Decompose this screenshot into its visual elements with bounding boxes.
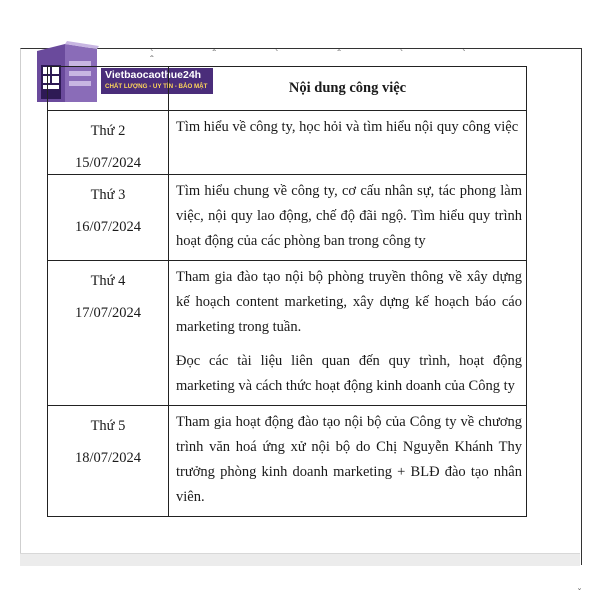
table-row xyxy=(48,175,527,261)
content-cell xyxy=(169,406,527,517)
day-cell xyxy=(48,175,169,261)
logo-brand-name: Vietbaocaothue24h xyxy=(105,69,202,81)
table-row xyxy=(48,111,527,175)
work-schedule-table xyxy=(47,66,527,517)
content-paragraph: Tìm hiểu chung về công ty, cơ cấu nhân sự, tác phong làm việc, nội quy lao động, chế độ đãi ngộ. Tìm hiểu quy trình hoạt động của các phòng ban trong công ty xyxy=(176,183,522,249)
table-row xyxy=(48,406,527,517)
date-label: 17/07/2024 xyxy=(74,305,142,321)
logo-tagline: CHẤT LƯỢNG - UY TÍN - BẢO MẬT xyxy=(105,83,208,90)
content-paragraph: Tham gia hoạt động đào tạo nội bộ của Công ty về chương trình văn hoá ứng xử nội bộ do Chị Nguyễn Khánh Thy trưởng phòng kinh doanh marketing + BLĐ đào tạo nhân viên. xyxy=(176,414,522,505)
cropped-heading-remnant: ˋ ˆ ˋ ˆ ˋ ˋ ˆ xyxy=(150,48,494,66)
day-cell xyxy=(48,261,169,406)
date-label: 15/07/2024 xyxy=(74,155,142,171)
content-paragraph: Đọc các tài liệu liên quan đến quy trình, hoạt động marketing và cách thức hoạt động kinh doanh của Công ty xyxy=(176,353,522,394)
date-label: 16/07/2024 xyxy=(74,219,142,235)
day-column-header xyxy=(48,67,169,111)
content-paragraph: Tìm hiểu về công ty, học hỏi và tìm hiểu nội quy công việc xyxy=(176,119,519,135)
content-cell xyxy=(169,111,527,175)
weekday-label: Thứ 4 xyxy=(90,273,126,289)
day-cell xyxy=(48,406,169,517)
table-header-row xyxy=(48,67,527,111)
content-cell xyxy=(169,175,527,261)
content-cell xyxy=(169,261,527,406)
weekday-label: Thứ 2 xyxy=(90,123,126,139)
weekday-label: Thứ 5 xyxy=(90,418,126,434)
content-paragraph: Tham gia đào tạo nội bộ phòng truyền thông về xây dựng kế hoạch content marketing, xây dựng kế hoạch báo cáo marketing trong tuần. xyxy=(176,269,522,335)
page-bottom-edge xyxy=(20,553,580,566)
date-label: 18/07/2024 xyxy=(74,450,142,466)
weekday-label: Thứ 3 xyxy=(90,187,126,203)
day-cell xyxy=(48,111,169,175)
table-row xyxy=(48,261,527,406)
corner-mark: ˇ xyxy=(577,588,582,599)
content-column-header: Nội dung công việc xyxy=(169,67,527,111)
